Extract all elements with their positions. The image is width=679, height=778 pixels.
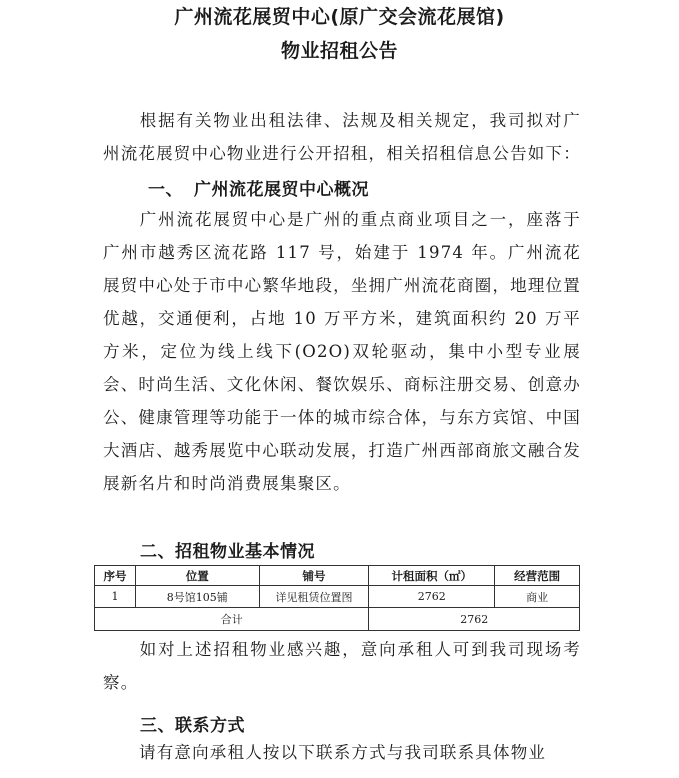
table-row bbox=[95, 586, 580, 608]
section1-text: 广州流花展贸中心是广州的重点商业项目之一，座落于广州市越秀区流花路 117 号，始建于 1974 年。广州流花展贸中心处于市中心繁华地段，坐拥广州流花商圈，地理位置优越，交通便利，占地 10 万平方米，建筑面积约 20 万平方米，定位为线上线下(O2O)双轮驱动，集中小型专业展会、时尚生活、文化休闲、餐饮娱乐、商标注册交易、创意办公、健康管理等功能于一体的城市综合体，与东方宾馆、中国大酒店、越秀展览中心联动发展，打造广州西部商旅文融合发展新名片和时尚消费展集聚区。 bbox=[103, 210, 581, 493]
header-location: 位置 bbox=[135, 566, 259, 586]
header-index: 序号 bbox=[95, 566, 136, 586]
intro-paragraph bbox=[103, 104, 581, 170]
section3-paragraph bbox=[103, 736, 581, 769]
section2-note bbox=[103, 633, 581, 699]
notice-subtitle: 物业招租公告 bbox=[280, 40, 398, 62]
section1-number: 一、 bbox=[148, 180, 183, 200]
notice-title: 广州流花展贸中心(原广交会流花展馆) bbox=[174, 6, 505, 28]
cell-index: 1 bbox=[95, 586, 136, 608]
header-business-scope: 经营范围 bbox=[495, 566, 580, 586]
lease-table bbox=[94, 565, 580, 631]
total-value: 2762 bbox=[369, 608, 580, 631]
cell-area: 2762 bbox=[369, 586, 495, 608]
section3-text: 请有意向承租人按以下联系方式与我司联系具体物业 bbox=[139, 743, 547, 762]
section1-paragraph bbox=[103, 203, 581, 500]
table-header-row bbox=[95, 566, 580, 586]
header-shop-number: 铺号 bbox=[259, 566, 369, 586]
section1-heading bbox=[148, 175, 369, 200]
intro-text: 根据有关物业出租法律、法规及相关规定，我司拟对广州流花展贸中心物业进行公开招租，相关招租信息公告如下： bbox=[103, 111, 581, 163]
table-total-row bbox=[95, 608, 580, 631]
section2-heading: 二、招租物业基本情况 bbox=[140, 542, 315, 562]
cell-location: 8号馆105铺 bbox=[135, 586, 259, 608]
section2-note-text: 如对上述招租物业感兴趣，意向承租人可到我司现场考察。 bbox=[103, 640, 581, 692]
header-area: 计租面积（㎡） bbox=[369, 566, 495, 586]
section3-heading: 三、联系方式 bbox=[140, 716, 245, 736]
cell-business-scope: 商业 bbox=[495, 586, 580, 608]
section1-title: 广州流花展贸中心概况 bbox=[194, 180, 369, 200]
total-label: 合计 bbox=[95, 608, 369, 631]
cell-shop-number: 详见租赁位置图 bbox=[259, 586, 369, 608]
